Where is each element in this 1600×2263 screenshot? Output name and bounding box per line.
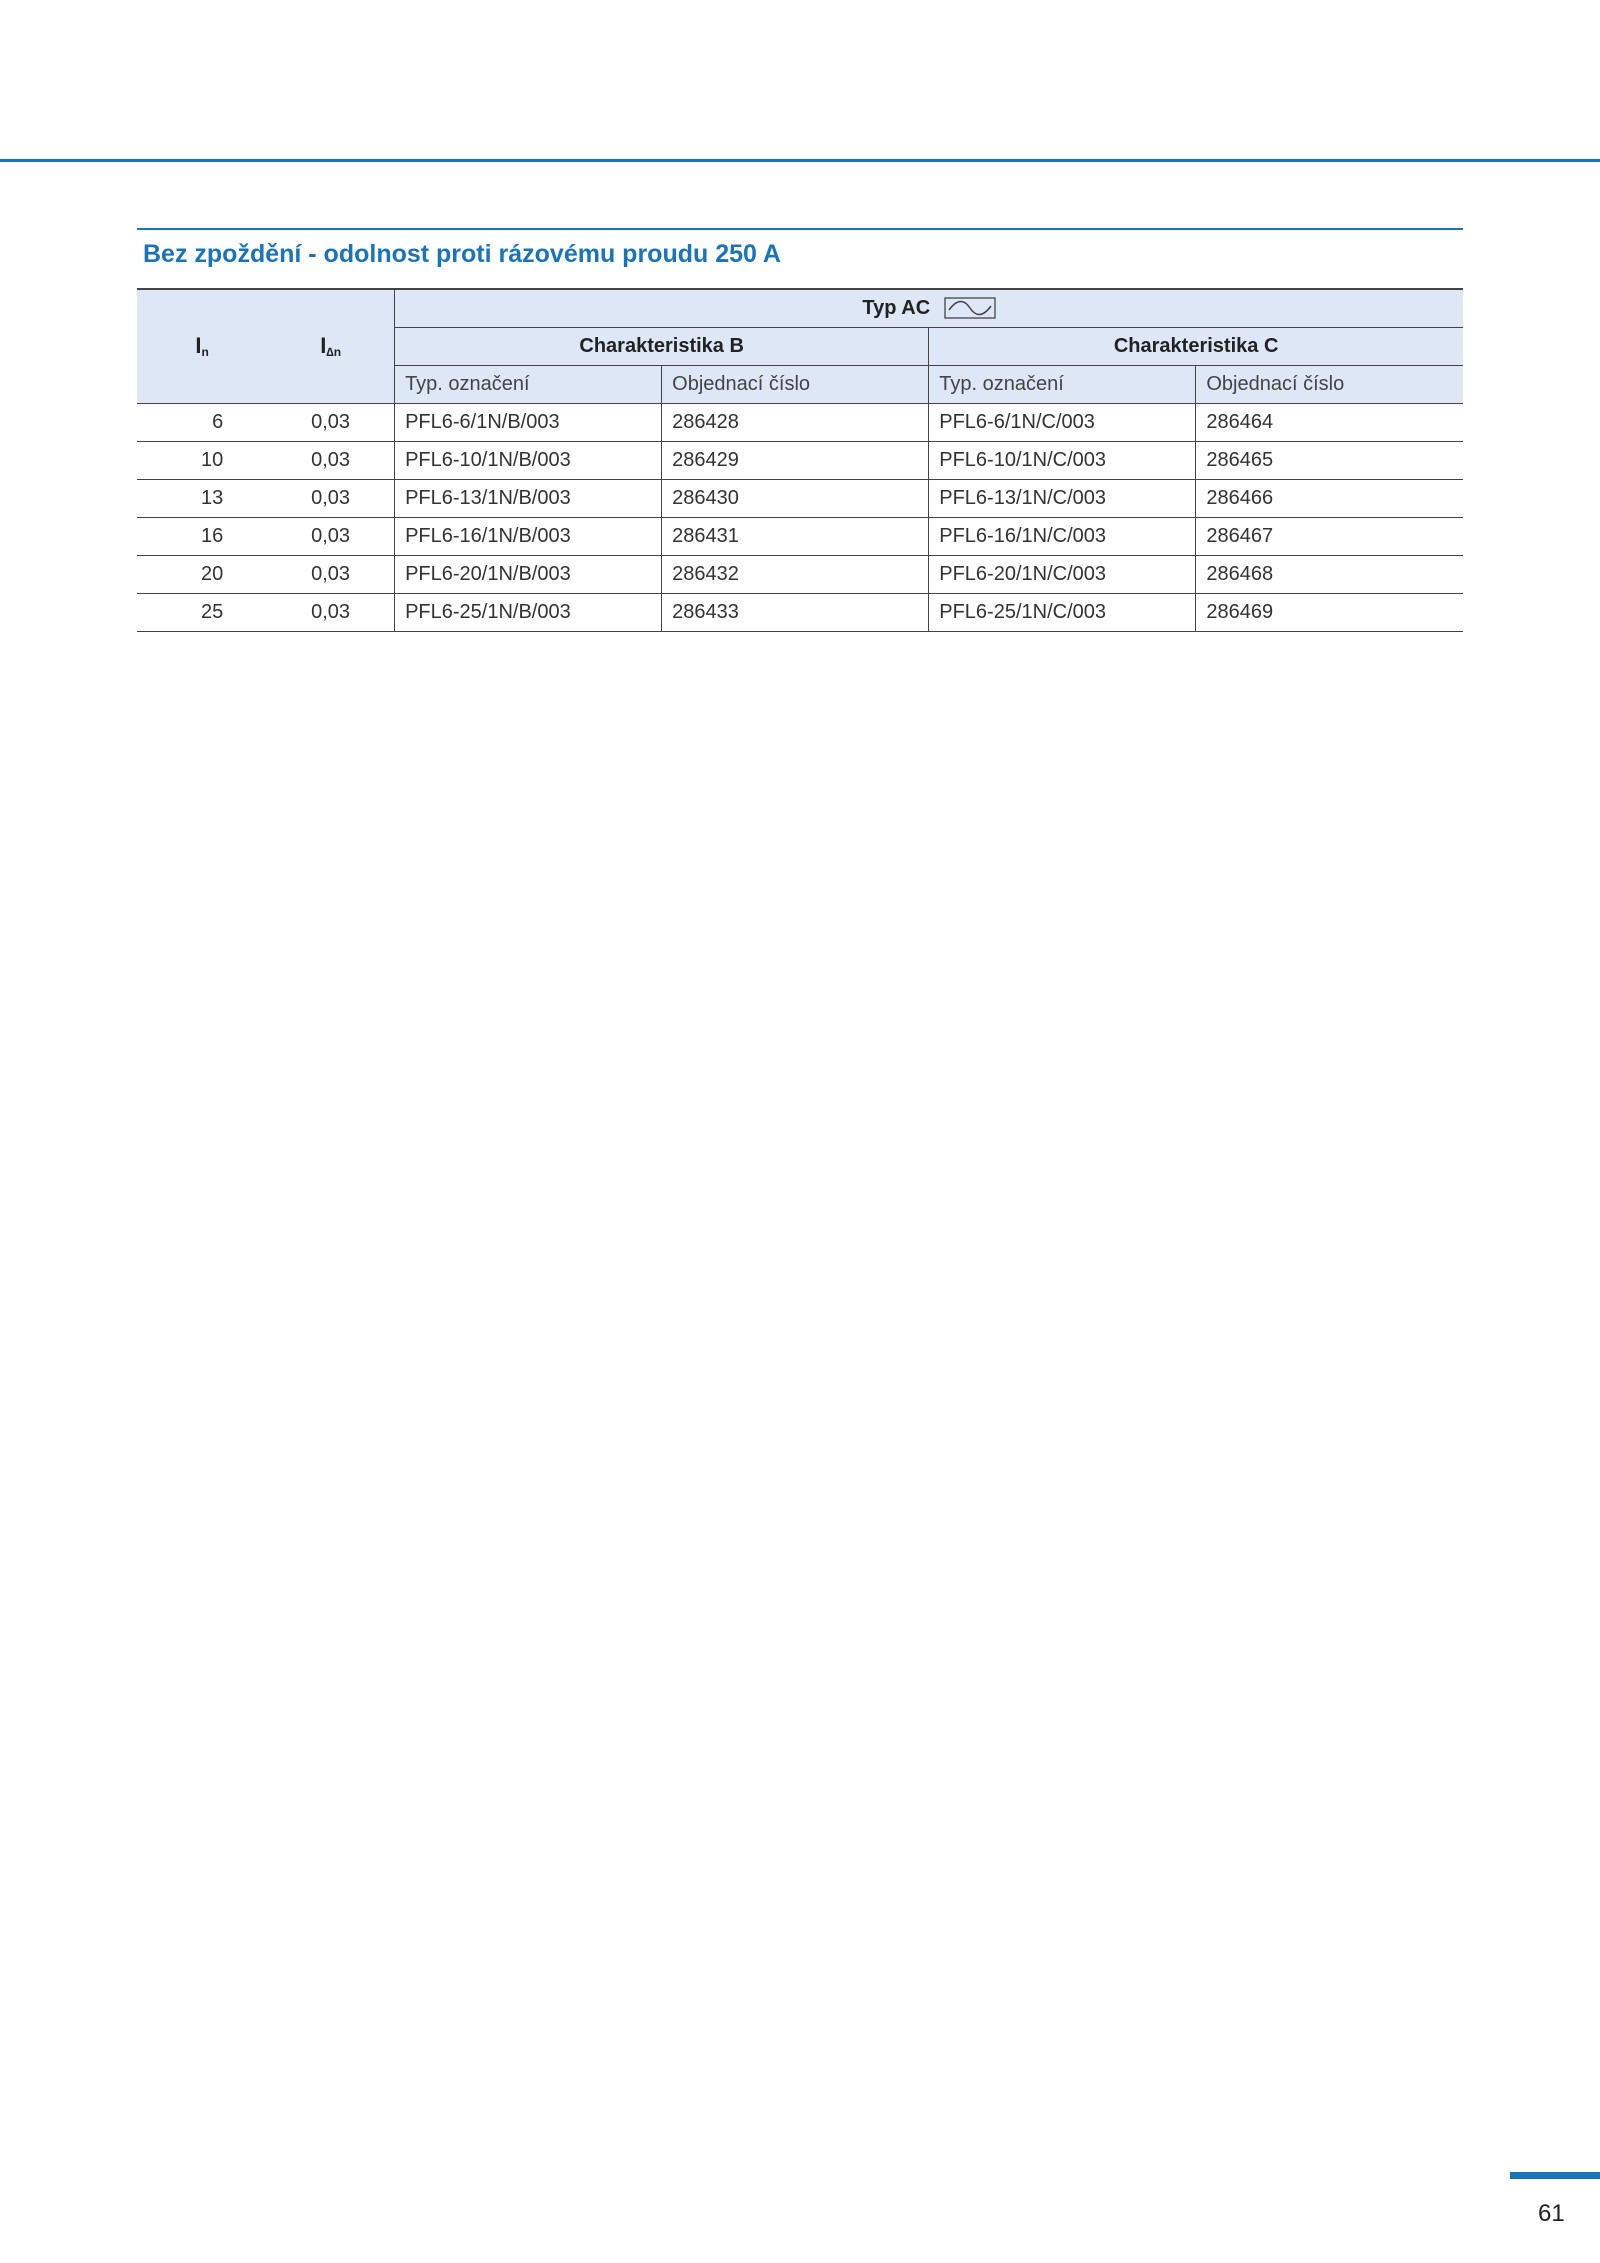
- cell-type-c: PFL6-13/1N/C/003: [929, 479, 1196, 517]
- cell-type-c: PFL6-25/1N/C/003: [929, 593, 1196, 631]
- table-row: [137, 479, 1463, 517]
- cell-order-b: 286430: [662, 479, 929, 517]
- type-ac-label: Typ AC: [862, 296, 931, 319]
- page-tab-marker: [1510, 2172, 1600, 2179]
- cell-type-c: PFL6-10/1N/C/003: [929, 441, 1196, 479]
- table-header: [137, 289, 1463, 403]
- product-table: [137, 288, 1463, 632]
- cell-order-c: 286468: [1196, 555, 1463, 593]
- cell-type-b: PFL6-6/1N/B/003: [395, 403, 662, 441]
- cell-type-b: PFL6-20/1N/B/003: [395, 555, 662, 593]
- cell-order-c: 286464: [1196, 403, 1463, 441]
- cell-in: 16: [137, 517, 267, 555]
- cell-type-b: PFL6-25/1N/B/003: [395, 593, 662, 631]
- subheader-order-c: Objednací číslo: [1196, 365, 1463, 403]
- header-idn: $I_{\Delta n}$: [267, 289, 394, 403]
- header-type-ac: [395, 289, 1463, 327]
- header-char-b: Charakteristika B: [395, 327, 929, 365]
- table-row: [137, 403, 1463, 441]
- cell-order-b: 286431: [662, 517, 929, 555]
- cell-idn: 0,03: [267, 441, 394, 479]
- cell-in: 6: [137, 403, 267, 441]
- cell-in: 25: [137, 593, 267, 631]
- cell-order-b: 286428: [662, 403, 929, 441]
- cell-type-c: PFL6-6/1N/C/003: [929, 403, 1196, 441]
- header-in: $I_n$: [137, 289, 267, 403]
- subheader-type-b: Typ. označení: [395, 365, 662, 403]
- cell-idn: 0,03: [267, 479, 394, 517]
- cell-in: 13: [137, 479, 267, 517]
- cell-order-b: 286432: [662, 555, 929, 593]
- section-rule: [137, 228, 1463, 230]
- cell-type-b: PFL6-16/1N/B/003: [395, 517, 662, 555]
- cell-order-c: 286467: [1196, 517, 1463, 555]
- subheader-order-b: Objednací číslo: [662, 365, 929, 403]
- cell-order-c: 286469: [1196, 593, 1463, 631]
- cell-order-c: 286466: [1196, 479, 1463, 517]
- table-row: [137, 555, 1463, 593]
- cell-order-b: 286429: [662, 441, 929, 479]
- cell-idn: 0,03: [267, 555, 394, 593]
- table-row: [137, 441, 1463, 479]
- cell-idn: 0,03: [267, 517, 394, 555]
- cell-type-c: PFL6-16/1N/C/003: [929, 517, 1196, 555]
- sine-wave-icon: [944, 297, 996, 319]
- top-rule: [0, 159, 1600, 162]
- cell-type-c: PFL6-20/1N/C/003: [929, 555, 1196, 593]
- page-number: 61: [1538, 2200, 1565, 2227]
- cell-type-b: PFL6-10/1N/B/003: [395, 441, 662, 479]
- subheader-type-c: Typ. označení: [929, 365, 1196, 403]
- header-char-c: Charakteristika C: [929, 327, 1463, 365]
- section-title: Bez zpoždění - odolnost proti rázovému proudu 250 A: [143, 240, 781, 268]
- cell-in: 10: [137, 441, 267, 479]
- table-body: [137, 403, 1463, 631]
- cell-order-c: 286465: [1196, 441, 1463, 479]
- table-row: [137, 517, 1463, 555]
- cell-type-b: PFL6-13/1N/B/003: [395, 479, 662, 517]
- cell-order-b: 286433: [662, 593, 929, 631]
- table-row: [137, 593, 1463, 631]
- cell-idn: 0,03: [267, 403, 394, 441]
- cell-in: 20: [137, 555, 267, 593]
- cell-idn: 0,03: [267, 593, 394, 631]
